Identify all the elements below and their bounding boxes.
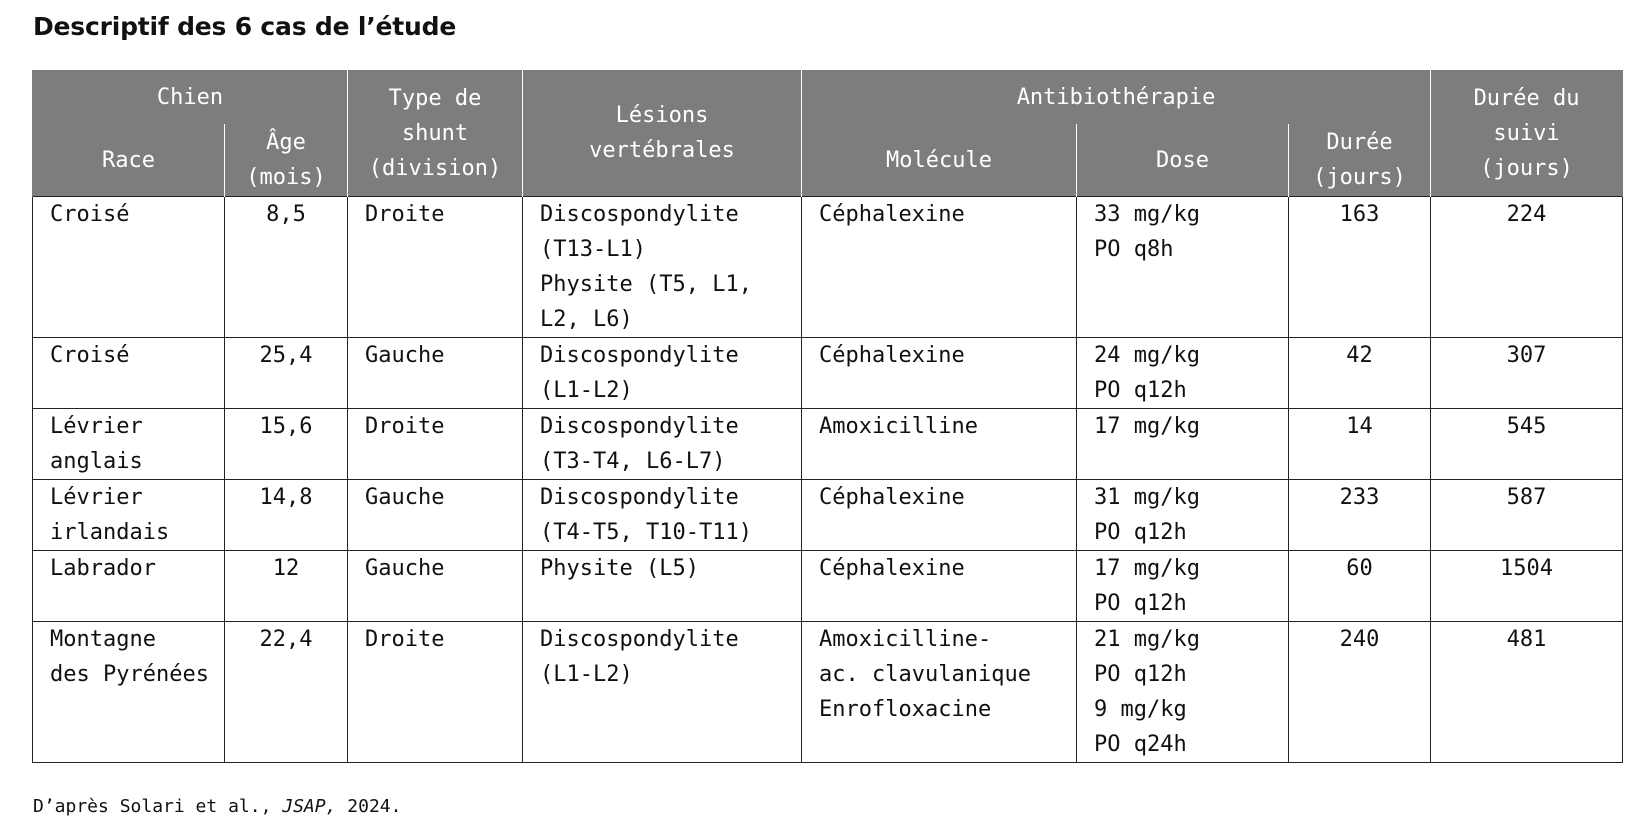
- cell-dose-line: 21 mg/kg: [1094, 627, 1200, 652]
- cell-age: 12: [225, 551, 348, 622]
- cell-age: 22,4: [225, 622, 348, 763]
- cell-shunt: Gauche: [348, 480, 523, 551]
- cell-dose-line: PO q8h: [1094, 237, 1174, 262]
- cell-age: 8,5: [225, 197, 348, 338]
- cell-lesions-line: (T3-T4, L6-L7): [540, 449, 726, 474]
- cell-molecule: [802, 409, 1077, 480]
- footnote-prefix: D’après Solari et al.,: [33, 796, 283, 817]
- cell-lesions: [523, 409, 802, 480]
- table-header: [33, 70, 1623, 197]
- header-suivi-line: (jours): [1480, 155, 1573, 181]
- cell-dose: [1077, 551, 1289, 622]
- cell-dose: [1077, 338, 1289, 409]
- cell-molecule-line: Céphalexine: [819, 485, 965, 510]
- cell-lesions-line: Discospondylite: [540, 627, 739, 652]
- header-duree-line: (jours): [1313, 165, 1406, 190]
- cell-molecule: [802, 197, 1077, 338]
- footnote-journal: JSAP,: [282, 796, 337, 817]
- cell-duree: 163: [1289, 197, 1431, 338]
- cell-suivi: 587: [1431, 480, 1623, 551]
- header-duree-line: Durée: [1326, 130, 1393, 155]
- cell-shunt: Gauche: [348, 551, 523, 622]
- cell-shunt: Droite: [348, 197, 523, 338]
- cell-duree: 60: [1289, 551, 1431, 622]
- cell-dose-line: 33 mg/kg: [1094, 202, 1200, 227]
- cell-race-line: Montagne: [50, 627, 156, 652]
- table-row: [33, 551, 1623, 622]
- cell-duree: 240: [1289, 622, 1431, 763]
- header-dose: Dose: [1077, 124, 1289, 197]
- cell-lesions-line: L2, L6): [540, 307, 633, 332]
- cell-race-line: anglais: [50, 449, 143, 474]
- cell-dose: [1077, 622, 1289, 763]
- cell-lesions: [523, 622, 802, 763]
- header-suivi: [1431, 70, 1623, 197]
- cell-molecule-line: Amoxicilline: [819, 414, 978, 439]
- cell-molecule: [802, 338, 1077, 409]
- cell-molecule: [802, 551, 1077, 622]
- header-suivi-line: suivi: [1493, 120, 1560, 146]
- cell-duree: 233: [1289, 480, 1431, 551]
- cell-suivi: 1504: [1431, 551, 1623, 622]
- table-row: [33, 409, 1623, 480]
- cell-lesions-line: Physite (T5, L1,: [540, 272, 752, 297]
- cell-race: [33, 338, 225, 409]
- cell-dose-line: PO q12h: [1094, 378, 1187, 403]
- cell-shunt: Droite: [348, 409, 523, 480]
- cell-lesions: [523, 338, 802, 409]
- header-molecule: Molécule: [802, 124, 1077, 197]
- table-row: [33, 622, 1623, 763]
- page-title: Descriptif des 6 cas de l’étude: [33, 12, 457, 41]
- cell-dose: [1077, 480, 1289, 551]
- cell-lesions-line: (T13-L1): [540, 237, 646, 262]
- cell-molecule-line: Céphalexine: [819, 202, 965, 227]
- header-shunt: [348, 70, 523, 197]
- cell-lesions-line: Discospondylite: [540, 485, 739, 510]
- header-lesions-line: vertébrales: [589, 138, 735, 163]
- source-footnote: [33, 796, 401, 817]
- cell-molecule: [802, 480, 1077, 551]
- header-chien: Chien: [33, 70, 348, 124]
- cell-race-line: Croisé: [50, 202, 130, 227]
- cell-lesions: [523, 197, 802, 338]
- cell-race: [33, 622, 225, 763]
- cell-dose: [1077, 197, 1289, 338]
- table-row: [33, 480, 1623, 551]
- cell-race-line: des Pyrénées: [50, 662, 209, 687]
- header-shunt-line: (division): [368, 155, 502, 181]
- header-suivi-line: Durée du: [1473, 85, 1580, 111]
- cases-table: [32, 70, 1623, 763]
- table-row: [33, 197, 1623, 338]
- cell-lesions-line: Physite (L5): [540, 556, 699, 581]
- header-lesions: [523, 70, 802, 197]
- cell-dose-line: PO q12h: [1094, 520, 1187, 545]
- cell-suivi: 545: [1431, 409, 1623, 480]
- header-shunt-line: shunt: [401, 120, 469, 146]
- cell-lesions: [523, 480, 802, 551]
- cell-race: [33, 197, 225, 338]
- header-antibio: Antibiothérapie: [802, 70, 1431, 124]
- cell-lesions-line: (L1-L2): [540, 662, 633, 687]
- cell-shunt: Gauche: [348, 338, 523, 409]
- header-duree: [1289, 124, 1431, 197]
- cell-age: 25,4: [225, 338, 348, 409]
- cell-age: 15,6: [225, 409, 348, 480]
- cell-shunt: Droite: [348, 622, 523, 763]
- cell-dose-line: 31 mg/kg: [1094, 485, 1200, 510]
- cell-race: [33, 480, 225, 551]
- cell-race-line: irlandais: [50, 520, 170, 545]
- cell-duree: 14: [1289, 409, 1431, 480]
- cell-dose-line: 24 mg/kg: [1094, 343, 1200, 368]
- table-body: [33, 197, 1623, 763]
- cell-suivi: 481: [1431, 622, 1623, 763]
- cell-lesions: [523, 551, 802, 622]
- cell-dose-line: PO q24h: [1094, 732, 1187, 757]
- cell-lesions-line: (L1-L2): [540, 378, 633, 403]
- cell-race-line: Lévrier: [50, 414, 143, 439]
- cell-race-line: Lévrier: [50, 485, 143, 510]
- cell-lesions-line: Discospondylite: [540, 343, 739, 368]
- cell-dose: [1077, 409, 1289, 480]
- cell-molecule-line: Céphalexine: [819, 343, 965, 368]
- cell-molecule-line: ac. clavulanique: [819, 662, 1031, 687]
- cell-molecule: [802, 622, 1077, 763]
- header-age-line: (mois): [246, 165, 326, 190]
- cell-race: [33, 409, 225, 480]
- cell-molecule-line: Céphalexine: [819, 556, 965, 581]
- cell-dose-line: 9 mg/kg: [1094, 697, 1187, 722]
- cell-suivi: 224: [1431, 197, 1623, 338]
- cell-suivi: 307: [1431, 338, 1623, 409]
- cell-race-line: Labrador: [50, 556, 156, 581]
- header-age: [225, 124, 348, 197]
- header-lesions-line: Lésions: [615, 103, 709, 128]
- cell-lesions-line: (T4-T5, T10-T11): [540, 520, 752, 545]
- cell-molecule-line: Enrofloxacine: [819, 697, 992, 722]
- cell-age: 14,8: [225, 480, 348, 551]
- cell-molecule-line: Amoxicilline-: [819, 627, 992, 652]
- cell-dose-line: PO q12h: [1094, 662, 1187, 687]
- cell-race: [33, 551, 225, 622]
- cell-race-line: Croisé: [50, 343, 130, 368]
- cell-lesions-line: Discospondylite: [540, 202, 739, 227]
- table-row: [33, 338, 1623, 409]
- cell-dose-line: 17 mg/kg: [1094, 556, 1200, 581]
- cell-duree: 42: [1289, 338, 1431, 409]
- cell-lesions-line: Discospondylite: [540, 414, 739, 439]
- cell-dose-line: PO q12h: [1094, 591, 1187, 616]
- cell-dose-line: 17 mg/kg: [1094, 414, 1200, 439]
- header-age-line: Âge: [266, 130, 306, 155]
- footnote-suffix: 2024.: [336, 796, 402, 817]
- header-race: Race: [33, 124, 225, 197]
- header-shunt-line: Type de: [388, 85, 482, 111]
